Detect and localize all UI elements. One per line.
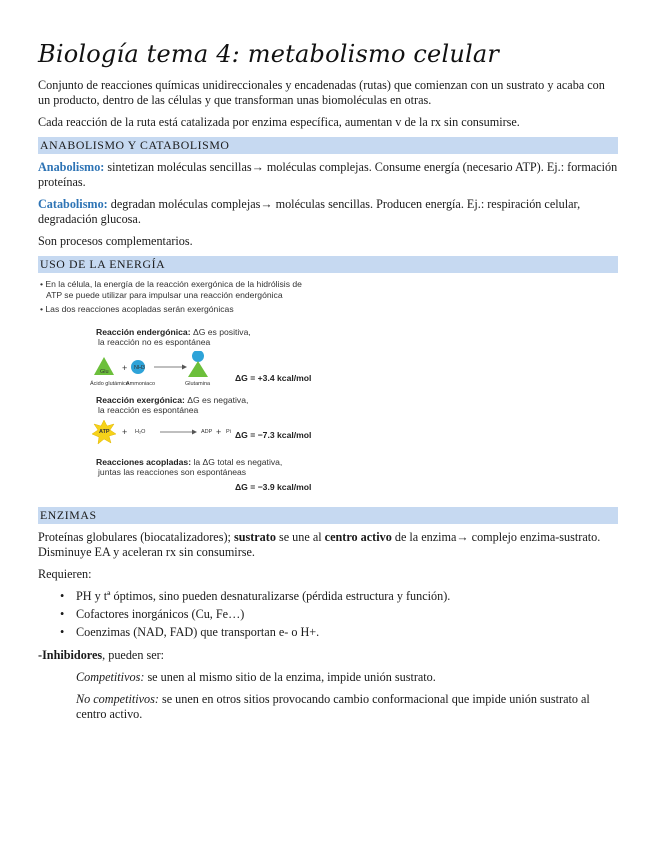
delta-g-endergonic: ΔG = +3.4 kcal/mol bbox=[235, 373, 312, 383]
enzimas-text-a: Proteínas globulares (biocatalizadores); bbox=[38, 530, 234, 544]
exergonic-desc-2: la reacción es espontánea bbox=[98, 405, 199, 415]
label-glutamina: Glutamina bbox=[185, 381, 211, 387]
no-competitivos-text: se unen en otros sitios provocando cambio conformacional que impide unión sustrato al centro activo. bbox=[76, 692, 590, 721]
exergonic-title: Reacción exergónica: bbox=[96, 395, 185, 405]
coupled-desc-1: la ΔG total es negativa, bbox=[191, 457, 283, 467]
intro-paragraph-1: Conjunto de reacciones químicas unidireccionales y encadenadas (rutas) que comienzan con un sustrato y acaba con un producto, dentro de las células y que transforman unas biomoléculas en otras. bbox=[38, 78, 605, 107]
label-atp: ATP bbox=[99, 429, 110, 435]
page-title: Biología tema 4: metabolismo celular bbox=[38, 40, 500, 68]
list-item: • Cofactores inorgánicos (Cu, Fe…) bbox=[60, 607, 618, 622]
label-glu: Glu bbox=[100, 369, 109, 375]
arrow-head-2 bbox=[192, 430, 197, 435]
delta-g-coupled: ΔG = −3.9 kcal/mol bbox=[235, 482, 312, 492]
endergonic-title: Reacción endergónica: bbox=[96, 327, 191, 337]
no-competitivos-term: No competitivos: bbox=[76, 692, 159, 706]
label-h2o: H₂O bbox=[135, 429, 146, 435]
competitivos-text: se unen al mismo sitio de la enzima, impide unión sustrato. bbox=[144, 670, 436, 684]
endergonic-desc-1: ΔG es positiva, bbox=[190, 327, 251, 337]
plus-sign-3: + bbox=[216, 427, 222, 437]
inhibidores-text: , pueden ser: bbox=[102, 648, 165, 662]
plus-sign-2: + bbox=[122, 427, 128, 437]
arrow-head-1 bbox=[182, 365, 187, 370]
figure-bullet-1-line-2: ATP se puede utilizar para impulsar una reacción endergónica bbox=[46, 290, 283, 300]
requirements-list bbox=[60, 589, 618, 640]
plus-sign-1: + bbox=[122, 363, 128, 373]
label-acido-glutamico: Ácido glutámico bbox=[90, 381, 129, 387]
exergonic-desc-1: ΔG es negativa, bbox=[184, 395, 249, 405]
label-pi: Pi bbox=[226, 429, 231, 435]
figure-bullet-1-line-1: • En la célula, la energía de la reacción exergónica de la hidrólisis de bbox=[40, 279, 302, 289]
enzimas-text-b: se une al bbox=[275, 530, 325, 544]
competitivos-term: Competitivos: bbox=[76, 670, 145, 684]
figure-bullet-2: • Las dos reacciones acopladas serán exergónicas bbox=[40, 304, 234, 314]
inhibidores-paragraph bbox=[38, 648, 618, 663]
glutamine-triangle bbox=[188, 361, 208, 377]
coupled-heading bbox=[96, 457, 282, 467]
sustrato-term: sustrato bbox=[233, 530, 276, 544]
anabolismo-term: Anabolismo: bbox=[38, 160, 105, 174]
label-amoniaco: Ammoniaco bbox=[126, 381, 156, 387]
coupled-desc-2: juntas las reacciones son espontáneas bbox=[98, 467, 247, 477]
anabolismo-text: sintetizan moléculas sencillas→ moléculas complejas. Consume energía (necesario ATP). Ej.: formación proteínas. bbox=[38, 160, 618, 189]
competitivos-paragraph bbox=[76, 670, 618, 685]
intro-paragraph-2: Cada reacción de la ruta está catalizada por enzima específica, aumentan v de la rx sin consumirse. bbox=[38, 115, 520, 129]
enzimas-text-c: de la enzima→ complejo enzima-sustrato. Disminuye EA y aceleran rx sin consumirse. bbox=[38, 530, 601, 559]
list-item: • Coenzimas (NAD, FAD) que transportan e- o H+. bbox=[60, 625, 618, 640]
label-adp: ADP bbox=[201, 429, 213, 435]
exergonic-heading bbox=[96, 395, 248, 405]
label-nh3: NH3 bbox=[134, 365, 146, 371]
endergonic-desc-2: la reacción no es espontánea bbox=[98, 337, 211, 347]
document-page bbox=[38, 38, 618, 729]
complementarios-paragraph: Son procesos complementarios. bbox=[38, 234, 193, 248]
glutamine-nh3-circle bbox=[192, 351, 204, 362]
centro-activo-term: centro activo bbox=[324, 530, 392, 544]
inhibidores-dash: - bbox=[38, 648, 43, 662]
requieren-label: Requieren: bbox=[38, 567, 92, 581]
section-heading-anabolismo: ANABOLISMO Y CATABOLISMO bbox=[38, 137, 618, 154]
list-item: • PH y tª óptimos, sino pueden desnaturalizarse (pérdida estructura y función). bbox=[60, 589, 618, 604]
catabolismo-text: degradan moléculas complejas→ moléculas sencillas. Producen energía. Ej.: respiración celular, degradación glucosa. bbox=[38, 197, 581, 226]
catabolismo-paragraph bbox=[38, 197, 618, 227]
section-heading-energia: USO DE LA ENERGÍA bbox=[38, 256, 618, 273]
section-heading-enzimas: ENZIMAS bbox=[38, 507, 618, 524]
anabolismo-paragraph bbox=[38, 160, 618, 190]
delta-g-exergonic: ΔG = −7.3 kcal/mol bbox=[235, 430, 312, 440]
catabolismo-term: Catabolismo: bbox=[38, 197, 108, 211]
coupled-title: Reacciones acopladas: bbox=[96, 457, 192, 467]
inhibidores-term: Inhibidores bbox=[42, 648, 103, 662]
energy-coupling-figure bbox=[40, 279, 350, 503]
enzimas-paragraph bbox=[38, 530, 618, 560]
endergonic-heading bbox=[96, 327, 251, 337]
no-competitivos-paragraph bbox=[76, 692, 618, 722]
